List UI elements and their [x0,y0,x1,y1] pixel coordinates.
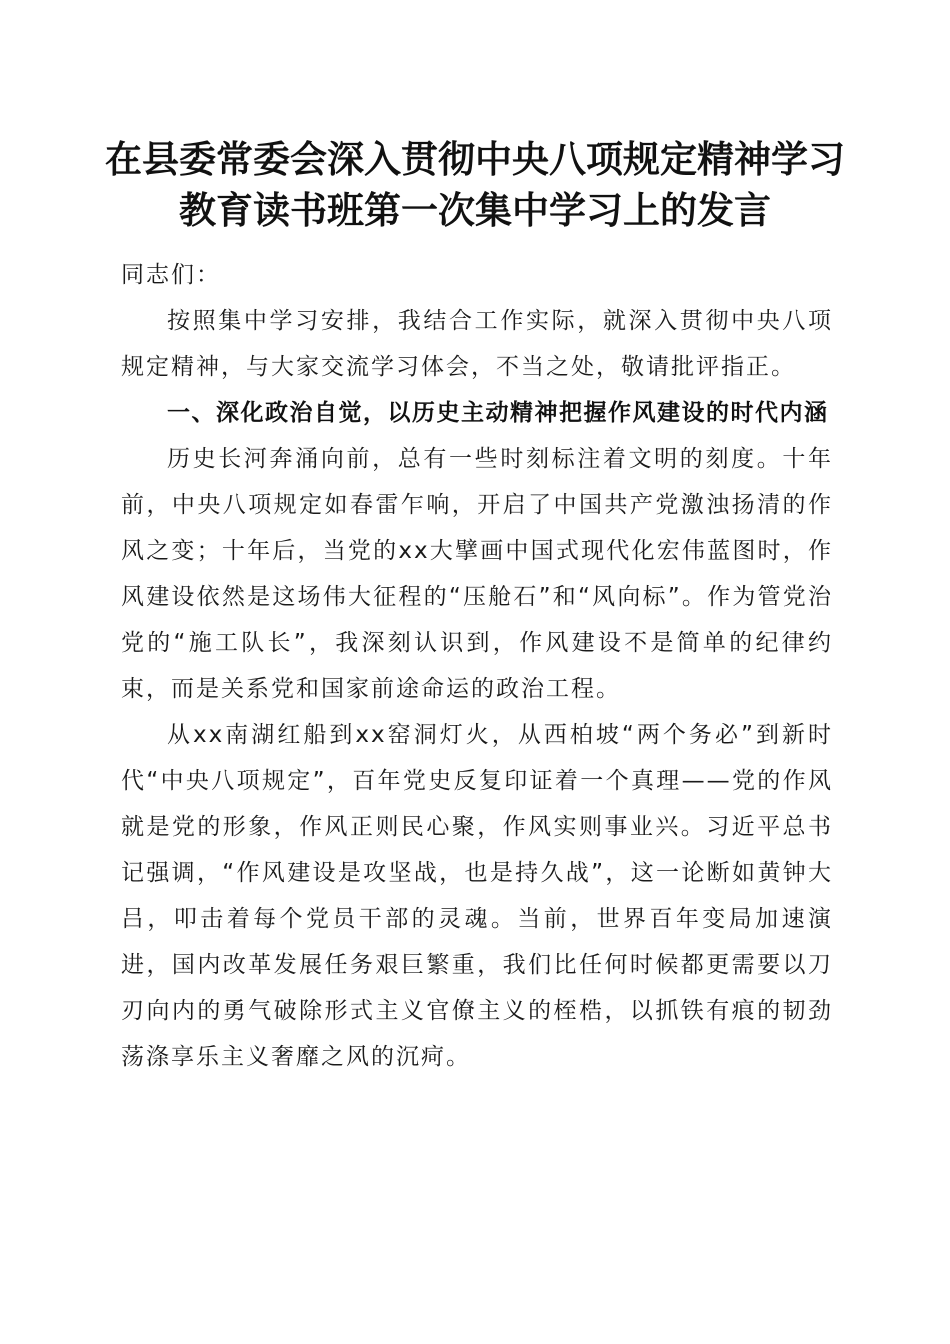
section1-paragraph-2: 从xx南湖红船到xx窑洞灯火，从西柏坡“两个务必”到新时代“中央八项规定”，百年党史反复印证着一个真理——党的作风就是党的形象，作风正则民心聚，作风实则事业兴。习近平总书记强调，“作风建设是攻坚战，也是持久战”，这一论断如黄钟大吕，叩击着每个党员干部的灵魂。当前，世界百年变局加速演进，国内改革发展任务艰巨繁重，我们比任何时候都更需要以刀刃向内的勇气破除形式主义官僚主义的桎梏，以抓铁有痕的韧劲荡涤享乐主义奢靡之风的沉疴。 [121,722,833,1070]
document-body [121,252,833,1080]
salutation: 同志们： [121,262,221,288]
document-title [100,134,850,236]
section-heading-1: 一、深化政治自觉，以历史主动精神把握作风建设的时代内涵 [167,400,829,426]
title-line-1: 在县委常委会深入贯彻中央八项规定精神学习 [105,137,845,181]
intro-paragraph: 按照集中学习安排，我结合工作实际，就深入贯彻中央八项规定精神，与大家交流学习体会，不当之处，敬请批评指正。 [121,308,833,380]
section1-paragraph-1: 历史长河奔涌向前，总有一些时刻标注着文明的刻度。十年前，中央八项规定如春雷乍响，开启了中国共产党激浊扬清的作风之变；十年后，当党的xx大擘画中国式现代化宏伟蓝图时，作风建设依然是这场伟大征程的“压舱石”和“风向标”。作为管党治党的“施工队长”，我深刻认识到，作风建设不是简单的纪律约束，而是关系党和国家前途命运的政治工程。 [121,446,833,702]
title-line-2: 教育读书班第一次集中学习上的发言 [179,188,771,232]
